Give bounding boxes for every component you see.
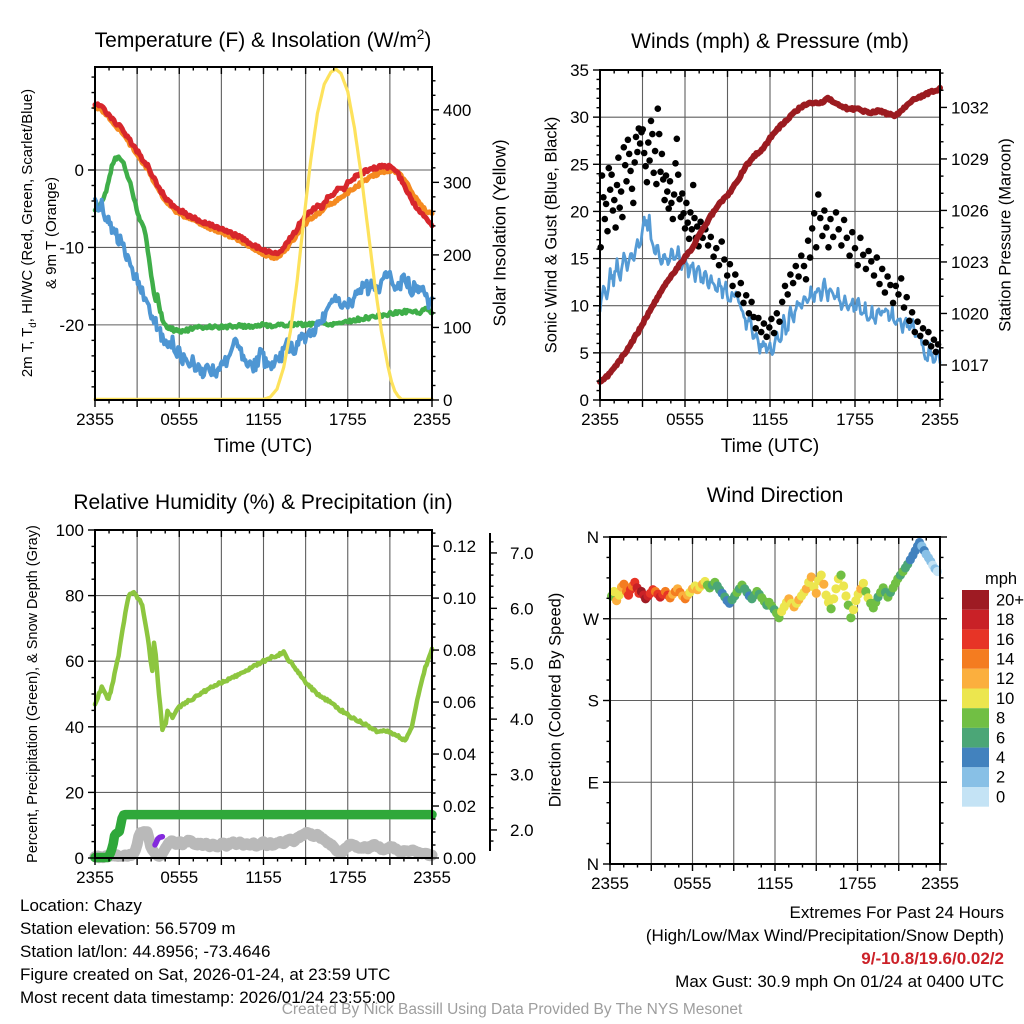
legend-label: 8 — [996, 709, 1006, 728]
wind-gust-dot — [618, 188, 625, 195]
wind-gust-dot — [629, 186, 636, 193]
right-tick-label: 0.08 — [443, 641, 477, 661]
wind-gust-dot — [665, 205, 672, 212]
wind-gust-dot — [640, 126, 647, 133]
y-tick-label: 100 — [55, 521, 84, 540]
wind-gust-dot — [844, 235, 851, 242]
legend-label: 0 — [996, 788, 1006, 807]
wind-gust-dot — [652, 148, 659, 155]
wind-gust-dot — [782, 283, 789, 290]
wind-gust-dot — [664, 188, 671, 195]
y-tick-label: 30 — [570, 108, 589, 128]
direction-colored-by-speed-dot — [841, 591, 850, 600]
extremes-info — [646, 901, 1004, 993]
wind-gust-dot — [679, 190, 686, 197]
station-elevation: Station elevation: 56.5709 m — [20, 919, 236, 938]
y-tick-label: 80 — [65, 586, 84, 606]
legend-label: 20+ — [996, 591, 1024, 610]
x-tick-label: 2355 — [591, 874, 629, 893]
wind-gust-dot — [668, 200, 675, 207]
wind-gust-dot — [682, 225, 689, 232]
wind-gust-dot — [729, 283, 736, 290]
wind-gust-dot — [686, 236, 693, 243]
pressure-y-axis-label: Station Pressure (Maroon) — [996, 138, 1015, 332]
y-tick-label: N — [586, 528, 599, 547]
legend-swatch — [962, 728, 989, 748]
wind-gust-dot — [874, 254, 881, 261]
wind-gust-dot — [807, 254, 814, 261]
wind-gust-dot — [614, 182, 621, 189]
wind-gust-dot — [653, 181, 660, 188]
title-text: Temperature (F) & Insolation (W/m — [94, 29, 417, 52]
wind-gust-dot — [849, 229, 856, 236]
wind-gust-dot — [879, 266, 886, 273]
wind-gust-dot — [895, 291, 902, 298]
direction-colored-by-speed-dot — [817, 571, 826, 580]
temp-y-axis-label — [19, 89, 61, 377]
wind-gust-dot — [841, 217, 848, 224]
x-tick-label: 0555 — [160, 868, 199, 887]
wind-gust-dot — [793, 263, 800, 270]
wind-gust-dot — [901, 304, 908, 311]
legend-swatch — [962, 708, 989, 728]
direction-colored-by-speed-dot — [812, 589, 821, 598]
legend-title-mph: mph — [984, 570, 1018, 588]
direction-colored-by-speed-dot — [839, 581, 848, 590]
wind-gust-dot — [705, 242, 712, 249]
legend-label: 14 — [996, 650, 1015, 669]
wind-gust-dot — [917, 333, 924, 340]
wind-gust-dot — [761, 320, 768, 327]
y-tick-label: 10 — [570, 296, 589, 316]
y-tick-label: S — [587, 691, 599, 711]
y-tick-label: -10 — [59, 238, 84, 258]
wind-gust-dot — [876, 281, 883, 288]
x-tick-label: 2355 — [76, 868, 114, 887]
wind-gust-dot — [623, 178, 630, 185]
temp-y-axis-label-line2: & 9m T (Orange) — [43, 177, 60, 289]
wind-gust-dot — [755, 315, 762, 322]
wind-gust-dot — [626, 151, 633, 158]
legend-label: 6 — [996, 729, 1006, 748]
wind-gust-dot — [646, 157, 653, 164]
x-tick-label: 1755 — [838, 874, 877, 893]
wind-gust-dot — [914, 318, 921, 325]
snow-depth-flag-line — [155, 837, 162, 845]
wind-gust-dot — [846, 252, 853, 259]
direction-colored-by-speed-dot — [846, 613, 855, 622]
legend-swatch — [962, 767, 989, 787]
wind-gust-dot — [657, 169, 664, 176]
wind-gust-dot — [748, 299, 755, 306]
station-location: Location: Chazy — [20, 896, 142, 915]
temp-y-axis-label-line1: 2m T, $T_d$, HI/WC (Red, Green, Scarlet/Blue) — [19, 88, 39, 378]
legend-swatch — [962, 689, 989, 709]
wind-gust-dot — [649, 131, 656, 138]
wind-gust-dot — [833, 209, 840, 216]
wind-gust-dot — [863, 266, 870, 273]
wind-gust-dot — [865, 248, 872, 255]
wind-gust-dot — [713, 245, 720, 252]
wind-gust-dot — [903, 294, 910, 301]
wind-gust-dot — [817, 215, 824, 222]
right-tick-label: 0.02 — [443, 797, 477, 817]
title-text: ) — [424, 29, 432, 52]
x-tick-label: 1755 — [328, 868, 367, 887]
wind-gust-dot — [718, 238, 725, 245]
x-tick-label: 2355 — [413, 868, 451, 887]
wind-gust-dot — [680, 210, 687, 217]
figure-created-timestamp: Figure created on Sat, 2026-01-24, at 23:59 UTC — [20, 965, 391, 984]
wind-gust-dot — [615, 154, 622, 161]
legend-swatch — [962, 590, 989, 610]
extremes-subheading: (High/Low/Max Wind/Precipitation/Snow Depth) — [645, 926, 1004, 945]
wind-gust-dot — [776, 318, 783, 325]
max-gust-line: Max Gust: 30.9 mph On 01/24 at 0400 UTC — [675, 972, 1004, 991]
legend-label: 18 — [996, 611, 1015, 630]
wind-gust-dot — [860, 252, 867, 259]
wind-gust-dot — [890, 300, 897, 307]
wind-gust-dot — [740, 300, 747, 307]
wind-gust-dot — [656, 131, 663, 138]
wind-gust-dot — [852, 245, 859, 252]
credit-line: Created By Nick Bassill Using Data Provided By The NYS Mesonet — [281, 1001, 743, 1018]
wind-gust-dot — [663, 172, 670, 179]
insolation-y-axis-label: Solar Insolation (Yellow) — [489, 139, 510, 327]
y-tick-label: E — [587, 773, 599, 793]
wind-gust-dot — [758, 329, 765, 336]
wind-gust-dot — [868, 258, 875, 265]
wind-gust-dot — [922, 339, 929, 346]
wind-gust-dot — [752, 325, 759, 332]
wind-gust-dot — [650, 170, 657, 177]
direction-colored-by-speed-dot — [829, 594, 838, 603]
wind-gust-dot — [735, 291, 742, 298]
x-tick-label: 0555 — [673, 874, 712, 893]
x-tick-label: 1755 — [328, 410, 367, 429]
x-tick-label: 2355 — [413, 410, 451, 429]
wind-gust-dot — [616, 204, 623, 211]
wind-gust-dot — [671, 191, 678, 198]
x-tick-label: 1155 — [245, 868, 282, 887]
wind-gust-dot — [819, 233, 826, 240]
wind-gust-dot — [621, 144, 628, 151]
wind-gust-dot — [732, 271, 739, 278]
wind-gust-dot — [724, 272, 731, 279]
wind-gust-dot — [795, 273, 802, 280]
right-tick-label: 1023 — [951, 252, 989, 272]
chart-title-temperature — [95, 27, 432, 53]
x-tick-label: 2355 — [921, 410, 959, 429]
wind-gust-dot — [768, 316, 775, 323]
time-axis-label-right: Time (UTC) — [720, 436, 820, 457]
wind-gust-dot — [642, 163, 649, 170]
right-tick-label: 1032 — [951, 98, 989, 118]
wind-gust-dot — [625, 137, 632, 144]
wind-gust-dot — [784, 291, 791, 298]
wind-gust-dot — [611, 197, 618, 204]
legend-swatch — [962, 610, 989, 630]
snow-tick-label: 4.0 — [510, 710, 534, 730]
snow-tick-label: 5.0 — [510, 654, 534, 674]
legend-swatch — [962, 669, 989, 689]
wind-gust-dot — [909, 309, 916, 316]
wind-gust-dot — [675, 171, 682, 178]
snow-tick-label: 6.0 — [510, 599, 534, 619]
chart-title-winds-pressure: Winds (mph) & Pressure (mb) — [631, 30, 909, 53]
x-tick-label: 2355 — [921, 874, 959, 893]
wind-gust-dot — [830, 234, 837, 241]
y-tick-label: 0 — [74, 849, 84, 868]
legend-label: 4 — [996, 748, 1006, 767]
wind-gust-dot — [805, 237, 812, 244]
extremes-heading: Extremes For Past 24 Hours — [789, 903, 1004, 922]
wind-gust-dot — [827, 216, 834, 223]
y-tick-label: W — [582, 609, 599, 629]
wind-gust-dot — [683, 200, 690, 207]
wind-gust-dot — [608, 171, 615, 178]
wind-gust-dot — [854, 262, 861, 269]
y-tick-label: 5 — [579, 343, 589, 363]
wind-gust-dot — [798, 252, 805, 259]
wind-gust-dot — [633, 134, 640, 141]
right-tick-label: 0.00 — [443, 849, 477, 868]
y-tick-label: 40 — [65, 717, 84, 737]
wind-gust-dot — [771, 330, 778, 337]
station-info — [20, 894, 395, 1009]
right-tick-label: 200 — [443, 245, 472, 265]
wind-gust-dot — [821, 207, 828, 214]
wind-gust-dot — [602, 216, 609, 223]
direction-colored-by-speed-dot — [819, 580, 828, 589]
wind-y-axis-label: Sonic Wind & Gust (Blue, Black) — [542, 116, 561, 354]
right-tick-label: 100 — [443, 318, 472, 338]
wind-gust-dot — [645, 139, 652, 146]
wind-gust-dot — [603, 201, 610, 208]
right-tick-label: 1026 — [951, 201, 989, 221]
right-tick-label: 0.10 — [443, 589, 477, 609]
legend-swatch — [962, 649, 989, 669]
wind-gust-dot — [721, 256, 728, 263]
right-tick-label: 0.06 — [443, 693, 477, 713]
time-axis-label-left: Time (UTC) — [213, 436, 313, 457]
y-tick-label: 20 — [65, 783, 84, 803]
wind-gust-dot — [690, 182, 697, 189]
y-tick-label: 25 — [570, 155, 589, 175]
wind-gust-dot — [630, 200, 637, 207]
right-tick-label: 1017 — [951, 355, 989, 375]
wind-gust-dot — [809, 225, 816, 232]
title-superscript: 2 — [416, 27, 425, 42]
snow-tick-label: 7.0 — [510, 543, 534, 563]
snow-tick-label: 2.0 — [510, 820, 534, 840]
wind-gust-dot — [607, 186, 614, 193]
legend-swatch — [962, 748, 989, 768]
wind-gust-dot — [912, 329, 919, 336]
wind-gust-dot — [906, 318, 913, 325]
wind-gust-dot — [882, 289, 889, 296]
wind-gust-dot — [813, 244, 820, 251]
legend-label: 12 — [996, 670, 1015, 689]
wind-gust-dot — [641, 150, 648, 157]
right-tick-label: 1029 — [951, 149, 989, 169]
extremes-values: 9/-10.8/19.6/0.02/2 — [861, 949, 1004, 968]
wind-gust-dot — [825, 244, 832, 251]
x-tick-label: 1155 — [245, 410, 282, 429]
wind-gust-dot — [743, 292, 750, 299]
wind-gust-dot — [835, 226, 842, 233]
wind-gust-dot — [606, 165, 613, 172]
wind-gust-dot — [655, 105, 662, 112]
right-tick-label: 300 — [443, 173, 472, 193]
humidity-y-axis-label: Percent, Precipitation (Green), & Snow Depth (Gray) — [25, 525, 41, 863]
snow-tick-label: 3.0 — [510, 765, 534, 785]
wind-gust-dot — [811, 210, 818, 217]
x-tick-label: 1755 — [836, 410, 874, 429]
wind-gust-dot — [670, 216, 677, 223]
wind-gust-dot — [898, 275, 905, 282]
legend-label: 10 — [996, 689, 1015, 708]
wind-gust-dot — [619, 214, 626, 221]
wind-gust-dot — [838, 242, 845, 249]
wind-gust-dot — [659, 151, 666, 158]
wind-gust-dot — [631, 159, 638, 166]
y-tick-label: 0 — [579, 391, 589, 410]
wind-gust-dot — [787, 271, 794, 278]
wind-gust-dot — [871, 272, 878, 279]
wind-gust-dot — [774, 310, 781, 317]
direction-colored-by-speed-dot — [849, 605, 858, 614]
wind-gust-dot — [823, 224, 830, 231]
direction-colored-by-speed-dot — [836, 571, 845, 580]
y-tick-label: 60 — [65, 652, 84, 672]
wind-gust-dot — [687, 209, 694, 216]
wind-gust-dot — [667, 178, 674, 185]
wind-gust-dot — [676, 196, 683, 203]
most-recent-data-timestamp: Most recent data timestamp: 2026/01/24 23:55:00 — [20, 988, 396, 1007]
legend-swatch — [962, 787, 989, 807]
wind-gust-dot — [933, 349, 940, 356]
wind-gust-dot — [627, 168, 634, 175]
direction-y-axis-label: Direction (Colored By Speed) — [546, 592, 565, 808]
wind-gust-dot — [604, 228, 611, 235]
wind-gust-dot — [672, 160, 679, 167]
wind-gust-dot — [738, 280, 745, 287]
wind-gust-dot — [710, 253, 717, 260]
x-tick-label: 2355 — [76, 410, 114, 429]
wind-gust-dot — [857, 235, 864, 242]
x-tick-label: 0555 — [160, 410, 199, 429]
wind-gust-dot — [727, 261, 734, 268]
legend-label: 16 — [996, 630, 1015, 649]
wind-gust-dot — [637, 140, 644, 147]
x-tick-label: 1155 — [756, 874, 794, 893]
chart-title-humidity-precip: Relative Humidity (%) & Precipitation (in) — [73, 491, 453, 514]
y-tick-label: 20 — [570, 202, 589, 222]
y-tick-label: 15 — [570, 249, 589, 269]
direction-colored-by-speed-dot — [827, 604, 836, 613]
station-latlon: Station lat/lon: 44.8956; -73.4646 — [20, 942, 271, 961]
chart-title-wind-direction: Wind Direction — [706, 484, 844, 507]
wind-gust-dot — [779, 299, 786, 306]
wind-gust-dot — [684, 219, 691, 226]
wind-gust-dot — [634, 149, 641, 156]
right-tick-label: 0 — [443, 391, 453, 410]
wind-gust-dot — [801, 263, 808, 270]
wind-gust-dot — [716, 262, 723, 269]
wind-gust-dot — [920, 325, 927, 332]
right-tick-label: 1020 — [951, 304, 989, 324]
right-tick-label: 0.04 — [443, 745, 477, 765]
wind-gust-dot — [708, 234, 715, 241]
wind-gust-dot — [763, 334, 770, 341]
wind-gust-dot — [612, 224, 619, 231]
wind-gust-dot — [644, 179, 651, 186]
wind-gust-dot — [622, 162, 629, 169]
wind-gust-dot — [803, 276, 810, 283]
wind-gust-dot — [674, 136, 681, 143]
x-tick-label: 2355 — [581, 410, 619, 429]
wind-gust-dot — [691, 215, 698, 222]
wind-gust-dot — [815, 191, 822, 198]
wind-gust-dot — [790, 280, 797, 287]
y-tick-label: 0 — [74, 160, 84, 180]
y-tick-label: 35 — [570, 61, 589, 80]
wind-gust-dot — [648, 118, 655, 125]
wind-gust-dot — [925, 329, 932, 336]
legend-label: 2 — [996, 768, 1006, 787]
wind-gust-dot — [893, 283, 900, 290]
direction-colored-by-speed-dot — [859, 579, 868, 588]
wind-gust-dot — [884, 273, 891, 280]
right-tick-label: 0.12 — [443, 537, 477, 557]
x-tick-label: 1155 — [751, 410, 789, 429]
wind-gust-dot — [766, 324, 773, 331]
y-tick-label: -20 — [59, 315, 84, 335]
wind-gust-dot — [661, 197, 668, 204]
wind-gust-dot — [610, 207, 617, 214]
legend-swatch — [962, 629, 989, 649]
wind-gust-dot — [928, 343, 935, 350]
x-tick-label: 0555 — [666, 410, 704, 429]
y-tick-label: N — [586, 855, 599, 874]
right-tick-label: 400 — [443, 100, 472, 120]
wind-gust-dot — [600, 194, 607, 201]
